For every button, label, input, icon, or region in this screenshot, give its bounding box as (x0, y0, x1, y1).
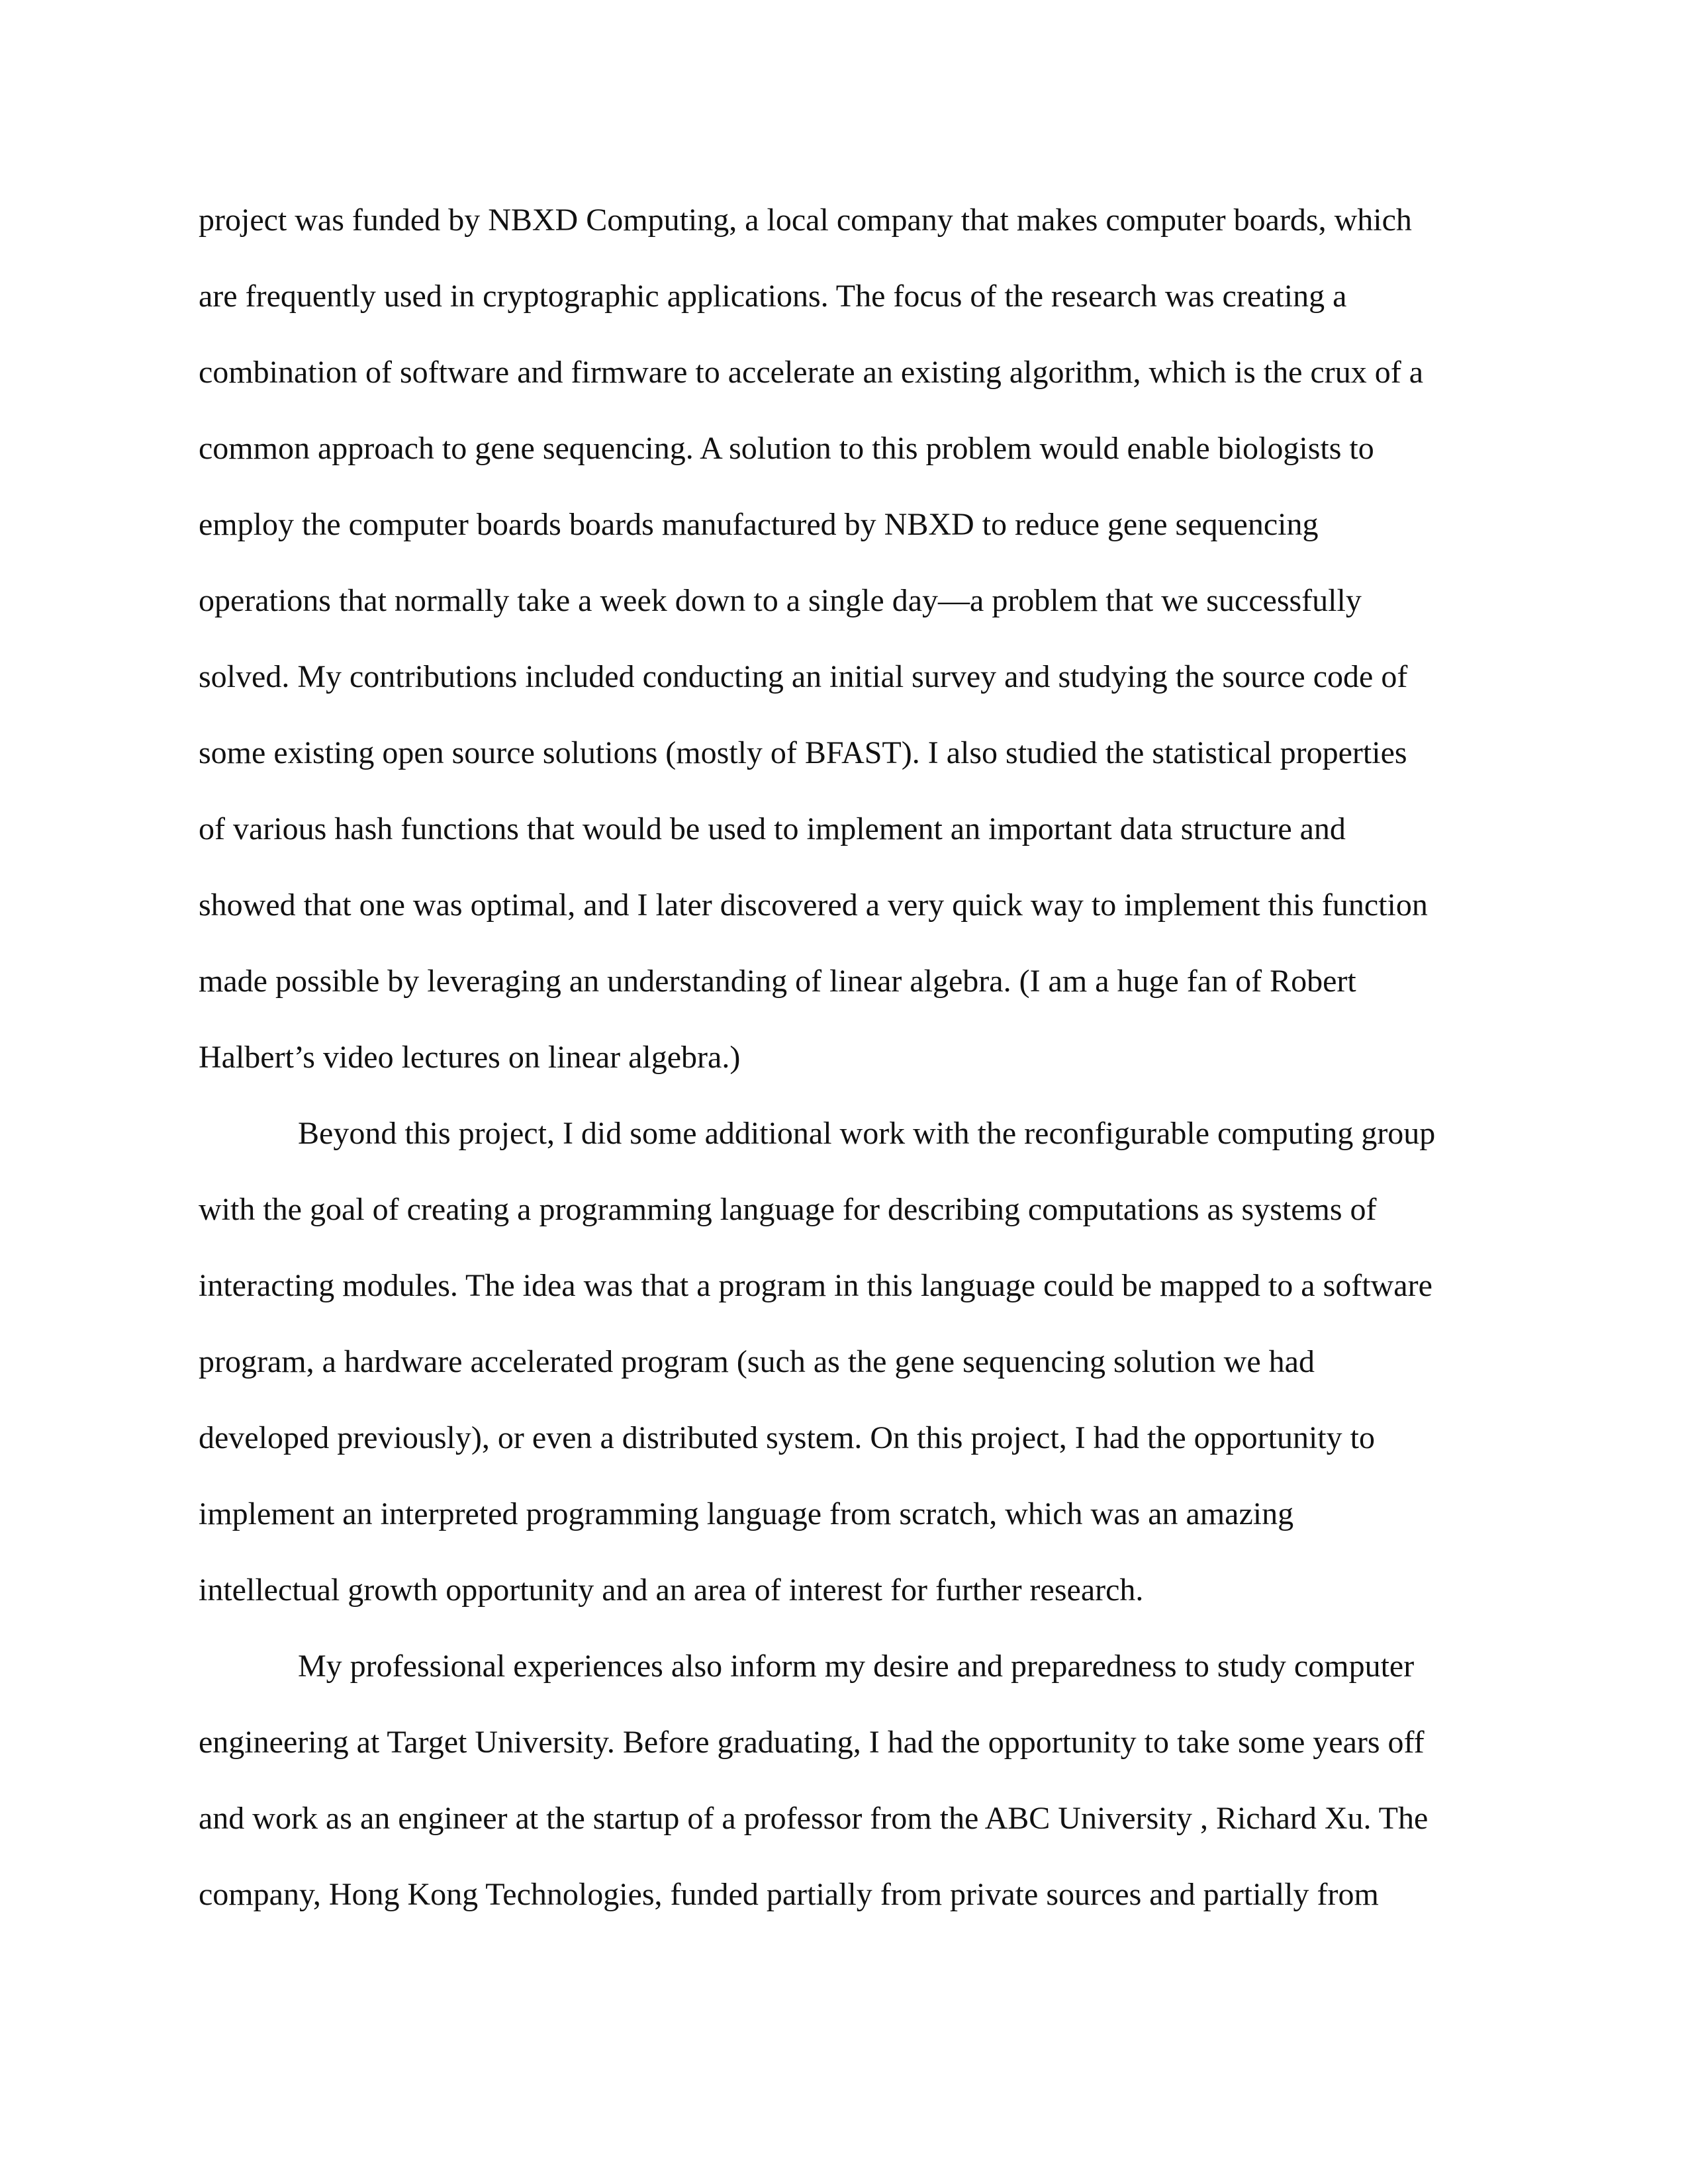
text-line: common approach to gene sequencing. A solution to this problem would enable biologists to (199, 431, 1374, 466)
text-line: and work as an engineer at the startup of a professor from the ABC University , Richard Xu. The (199, 1801, 1429, 1836)
text-line: of various hash functions that would be used to implement an important data structure and (199, 811, 1346, 846)
document-body (199, 195, 1489, 1946)
text-line: developed previously), or even a distributed system. On this project, I had the opportunity to (199, 1420, 1375, 1455)
text-line: interacting modules. The idea was that a program in this language could be mapped to a software (199, 1268, 1432, 1303)
text-line: showed that one was optimal, and I later discovered a very quick way to implement this function (199, 887, 1428, 923)
text-line: employ the computer boards boards manufactured by NBXD to reduce gene sequencing (199, 507, 1319, 542)
text-line: combination of software and firmware to accelerate an existing algorithm, which is the crux of a (199, 355, 1423, 390)
text-line: made possible by leveraging an understanding of linear algebra. (I am a huge fan of Robert (199, 964, 1356, 999)
text-line: implement an interpreted programming language from scratch, which was an amazing (199, 1496, 1294, 1531)
text-line: are frequently used in cryptographic applications. The focus of the research was creating a (199, 279, 1347, 314)
text-line: project was funded by NBXD Computing, a local company that makes computer boards, which (199, 203, 1412, 238)
text-line: some existing open source solutions (mostly of BFAST). I also studied the statistical properties (199, 735, 1407, 770)
text-line: Halbert’s video lectures on linear algebra.) (199, 1040, 741, 1075)
text-line: Beyond this project, I did some additional work with the reconfigurable computing group (298, 1116, 1436, 1151)
text-line: intellectual growth opportunity and an area of interest for further research. (199, 1572, 1144, 1608)
paragraph-2 (199, 1109, 1489, 1641)
text-line: company, Hong Kong Technologies, funded partially from private sources and partially from (199, 1877, 1379, 1912)
text-line: with the goal of creating a programming language for describing computations as systems of (199, 1192, 1377, 1227)
paragraph-3 (199, 1641, 1489, 1946)
paragraph-1 (199, 195, 1489, 1109)
text-line: My professional experiences also inform my desire and preparedness to study computer (298, 1649, 1415, 1684)
text-line: engineering at Target University. Before graduating, I had the opportunity to take some years off (199, 1725, 1425, 1760)
text-line: solved. My contributions included conducting an initial survey and studying the source code of (199, 659, 1408, 694)
text-line: operations that normally take a week down to a single day—a problem that we successfully (199, 583, 1362, 618)
text-line: program, a hardware accelerated program (such as the gene sequencing solution we had (199, 1344, 1315, 1379)
